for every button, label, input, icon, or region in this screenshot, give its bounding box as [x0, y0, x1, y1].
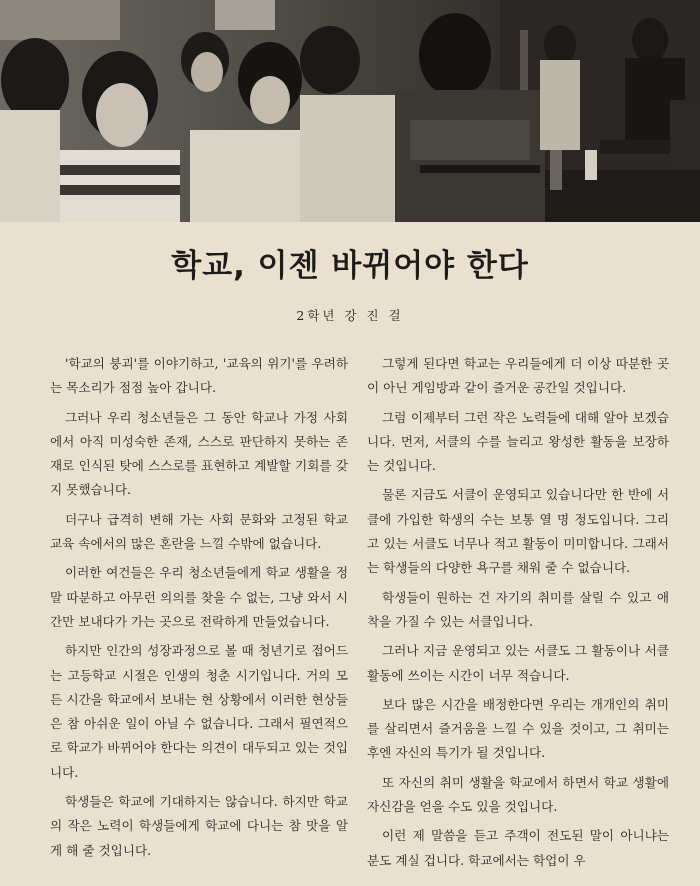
header-photo: [0, 0, 700, 222]
article-title: 학교, 이젠 바뀌어야 한다: [171, 248, 529, 284]
paragraph: 이러한 여건들은 우리 청소년들에게 학교 생활을 정말 따분하고 아무런 의의를 찾을 수 없는, 그냥 와서 시간만 보내다가 가는 곳으로 전락하게 만들었습니다.: [50, 565, 348, 629]
paragraph: 학생들이 원하는 건 자기의 취미를 살릴 수 있고 애착을 가질 수 있는 서클입니다.: [367, 589, 669, 629]
paragraph: 그렇게 된다면 학교는 우리들에게 더 이상 따분한 곳이 아닌 게임방과 같이 즐거운 공간일 것입니다.: [367, 356, 669, 396]
paragraph: 그러나 우리 청소년들은 그 동안 학교나 가정 사회에서 아직 미성숙한 존재, 스스로 판단하지 못하는 존재로 인식된 탓에 스스로를 표현하고 계발할 기회를 갖지 못했습니다.: [50, 409, 348, 498]
paragraph: 하지만 인간의 성장과정으로 볼 때 청년기로 접어드는 고등학교 시절은 인생의 청춘 시기입니다. 거의 모든 시간을 학교에서 보내는 현 상황에서 이러한 현상들은 참 아쉬운 일이 아닐 수 없습니다. 그래서 필연적으로 학교가 바뀌어야 한다는 의견이 대두되고 있는 것입니다.: [50, 643, 348, 780]
article-left-column: [50, 352, 348, 868]
paragraph: 그럼 이제부터 그런 작은 노력들에 대해 알아 보겠습니다. 먼저, 서클의 수를 늘리고 왕성한 활동을 보장하는 것입니다.: [367, 409, 669, 474]
article-right-column: [367, 352, 669, 878]
paragraph: 물론 지금도 서클이 운영되고 있습니다만 한 반에 서클에 가입한 학생의 수는 보통 열 명 정도입니다. 그리고 있는 서클도 너무나 적고 활동이 미미합니다. 그래서는 학생들의 다양한 욕구를 채워 줄 수 없습니다.: [367, 487, 669, 576]
article-byline: 2학년 강 진 걸: [296, 308, 404, 323]
classroom-photo-illustration: [0, 0, 700, 222]
paragraph: '학교의 붕괴'를 이야기하고, '교육의 위기'를 우려하는 목소리가 점점 높아 갑니다.: [50, 356, 348, 396]
paragraph: 더구나 급격히 변해 가는 사회 문화와 고정된 학교 교육 속에서의 많은 혼란을 느낄 수밖에 없습니다.: [50, 511, 348, 552]
paragraph: 보다 많은 시간을 배정한다면 우리는 개개인의 취미를 살리면서 즐거움을 느낄 수 있을 것이고, 그 취미는 후엔 자신의 특기가 될 것입니다.: [367, 696, 669, 761]
paragraph: 그러나 지금 운영되고 있는 서클도 그 활동이나 서클 활동에 쓰이는 시간이 너무 적습니다.: [367, 643, 669, 683]
paragraph: 학생들은 학교에 기대하지는 않습니다. 하지만 학교의 작은 노력이 학생들에게 학교에 다니는 참 맛을 알게 해 줄 것입니다.: [50, 794, 348, 858]
paragraph: 이런 제 말씀을 듣고 주객이 전도된 말이 아니냐는 분도 계실 겁니다. 학교에서는 학업이 우: [367, 828, 669, 868]
paragraph: 또 자신의 취미 생활을 학교에서 하면서 학교 생활에 자신감을 얻을 수도 있을 것입니다.: [367, 774, 669, 815]
